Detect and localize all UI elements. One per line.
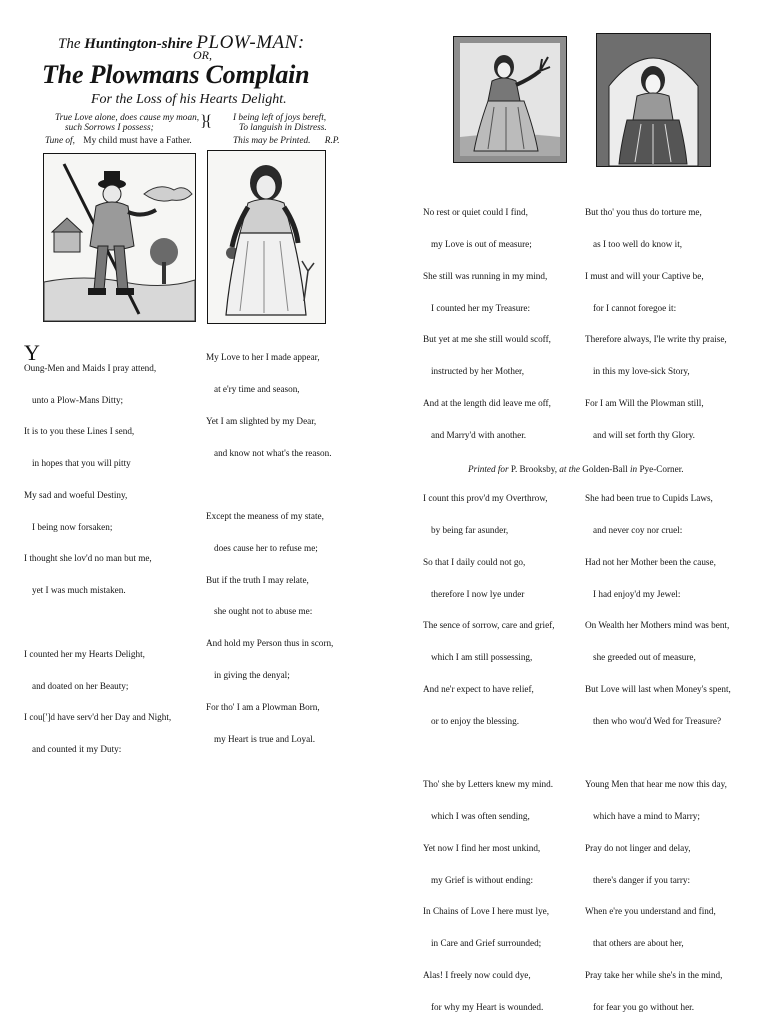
verse-right-line: To languish in Distress.	[239, 123, 327, 133]
licence-initials: R.P.	[324, 136, 340, 146]
verse-line: My Love to her I made appear,	[206, 352, 320, 363]
verse-line: Yet now I find her most unkind,	[423, 842, 541, 853]
verse-line: Pray take her while she's in the mind,	[585, 969, 723, 980]
verse-line: does cause her to refuse me;	[214, 542, 318, 553]
tune-name: My child must have a Father.	[83, 136, 192, 146]
verse-line: yet I was much mistaken.	[32, 585, 126, 596]
verse-line: The sence of sorrow, care and grief,	[423, 620, 555, 631]
verse-line: I had enjoy'd my Jewel:	[593, 588, 681, 599]
verse-line: And at the length did leave me off,	[423, 397, 551, 408]
verse-line: and counted it my Duty:	[32, 744, 122, 755]
verse-line: in Care and Grief surrounded;	[431, 938, 542, 949]
verse-line: My sad and woeful Destiny,	[24, 489, 128, 500]
tune-label: Tune of,	[45, 136, 75, 146]
subtitle: For the Loss of his Hearts Delight.	[91, 92, 287, 107]
verse-line: which have a mind to Marry;	[593, 811, 700, 822]
verse-line: my Grief is without ending:	[431, 874, 534, 885]
verse-line: When e're you understand and find,	[585, 906, 716, 917]
title-the: The	[58, 36, 81, 52]
verse-line: which I am still possessing,	[431, 652, 533, 663]
imprint-at-the: at the	[559, 464, 580, 474]
verse-line: then who wou'd Wed for Treasure?	[593, 715, 722, 726]
verse-line: No rest or quiet could I find,	[423, 207, 528, 218]
verse-line: On Wealth her Mothers mind was bent,	[585, 620, 730, 631]
verse-line: I counted her my Treasure:	[431, 302, 530, 313]
verse-right	[233, 113, 327, 133]
imprint-in: in	[629, 464, 638, 474]
verse-line	[423, 747, 555, 758]
main-title: The Plowmans Complain	[42, 60, 310, 89]
verse-line: there's danger if you tarry:	[593, 874, 691, 885]
verse-line: which I was often sending,	[431, 811, 530, 822]
verse-line: she greeded out of measure,	[593, 652, 696, 663]
title-or: OR,	[193, 48, 212, 62]
ballad-column-1	[24, 331, 171, 765]
tune-line	[45, 136, 192, 146]
verse-line: and will set forth thy Glory.	[593, 429, 695, 440]
verse-line: by being far asunder,	[431, 525, 509, 535]
title-plowman: PLOW-MAN:	[196, 32, 305, 53]
verse-line: as I too well do know it,	[593, 238, 683, 249]
verse-line: She had been true to Cupids Laws,	[585, 493, 713, 504]
verse-line: instructed by her Mother,	[431, 366, 525, 377]
verse-line: I thought she lov'd no man but me,	[24, 553, 152, 564]
ballad-column-3	[423, 186, 555, 1023]
verse-line: In Chains of Love I here must lye,	[423, 906, 550, 917]
woodcut-woman	[207, 150, 326, 324]
imprint	[468, 464, 684, 474]
woman-with-flower-icon	[454, 37, 566, 162]
verse-brace: }{	[200, 113, 210, 130]
verse-line: for fear you go without her.	[593, 1001, 695, 1012]
verse-line: Therefore always, I'le write thy praise,	[585, 334, 727, 345]
verse-line: she ought not to abuse me:	[214, 606, 313, 617]
verse-line: that others are about her,	[593, 938, 684, 949]
verse-line: at e'ry time and season,	[214, 383, 300, 394]
verse-line: in hopes that you will pitty	[32, 458, 131, 469]
verse-line: But tho' you thus do torture me,	[585, 207, 702, 218]
verse-line: Alas! I freely now could dye,	[423, 969, 531, 980]
verse-line: in this my love-sick Story,	[593, 366, 690, 377]
verse-line: and never coy nor cruel:	[593, 525, 683, 535]
verse-line: Young Men that hear me now this day,	[585, 779, 727, 790]
imprint-printed-for: Printed for	[468, 464, 509, 474]
imprint-place: Pye-Corner.	[639, 464, 684, 474]
verse-line: She still was running in my mind,	[423, 270, 548, 281]
licence-text: This may be Printed.	[233, 136, 311, 146]
verse-line	[585, 747, 731, 758]
verse-line: for I cannot foregoe it:	[593, 302, 677, 313]
licence-line	[233, 136, 340, 146]
verse-line: For I am Will the Plowman still,	[585, 397, 704, 408]
verse-line: unto a Plow-Mans Ditty;	[32, 394, 124, 405]
woodcut-woman-flower	[453, 36, 567, 163]
woman-figure-icon	[208, 151, 325, 323]
title-county: Huntington-shire	[84, 36, 193, 52]
verse-line: and doated on her Beauty;	[32, 680, 129, 691]
verse-line: and Marry'd with another.	[431, 429, 527, 440]
verse-line: I must and will your Captive be,	[585, 270, 704, 281]
woodcut-woman-arch	[596, 33, 711, 167]
verse-line: Oung-Men and Maids I pray attend,	[24, 362, 157, 373]
verse-line: my Heart is true and Loyal.	[214, 733, 316, 744]
drop-cap: Y	[24, 339, 40, 365]
verse-line: or to enjoy the blessing.	[431, 715, 520, 726]
verse-line: And hold my Person thus in scorn,	[206, 638, 334, 649]
verse-line: I cou[']d have serv'd her Day and Night,	[24, 712, 172, 723]
imprint-printer: P. Brooksby,	[510, 464, 557, 474]
verse-line: But if the truth I may relate,	[206, 574, 309, 585]
verse-line: Pray do not linger and delay,	[585, 842, 691, 853]
verse-line: for why my Heart is wounded.	[431, 1001, 544, 1012]
imprint-sign: Golden-Ball	[582, 464, 628, 474]
ballad-column-2	[206, 331, 333, 755]
verse-line: I being now forsaken;	[32, 521, 113, 532]
woman-in-arch-icon	[597, 34, 710, 166]
verse-line: in giving the denyal;	[214, 670, 290, 680]
ballad-column-4	[585, 186, 731, 1023]
verse-line: therefore I now lye under	[431, 588, 525, 599]
verse-line: and know not what's the reason.	[214, 447, 332, 458]
verse-line	[206, 479, 333, 490]
verse-line: But yet at me she still would scoff,	[423, 334, 551, 345]
verse-line	[24, 617, 171, 628]
verse-line: Had not her Mother been the cause,	[585, 556, 716, 567]
verse-line: I count this prov'd my Overthrow,	[423, 493, 548, 504]
plowman-figure-icon	[44, 154, 195, 321]
verse-line: I counted her my Hearts Delight,	[24, 648, 145, 659]
verse-left	[55, 113, 199, 133]
verse-left-line: True Love alone, does cause my moan,	[55, 113, 200, 123]
woodcut-plowman	[43, 153, 196, 322]
verse-line: So that I daily could not go,	[423, 556, 526, 567]
verse-line: Yet I am slighted by my Dear,	[206, 415, 317, 426]
verse-line: And ne'r expect to have relief,	[423, 683, 534, 694]
verse-left-line: such Sorrows I possess;	[65, 123, 154, 133]
verse-right-line: I being left of joys bereft,	[233, 113, 327, 123]
verse-line: For tho' I am a Plowman Born,	[206, 701, 320, 712]
verse-line: Tho' she by Letters knew my mind.	[423, 779, 554, 790]
verse-line: my Love is out of measure;	[431, 238, 532, 249]
verse-line: Except the meaness of my state,	[206, 511, 324, 522]
verse-line: It is to you these Lines I send,	[24, 426, 135, 437]
verse-line: But Love will last when Money's spent,	[585, 683, 731, 694]
